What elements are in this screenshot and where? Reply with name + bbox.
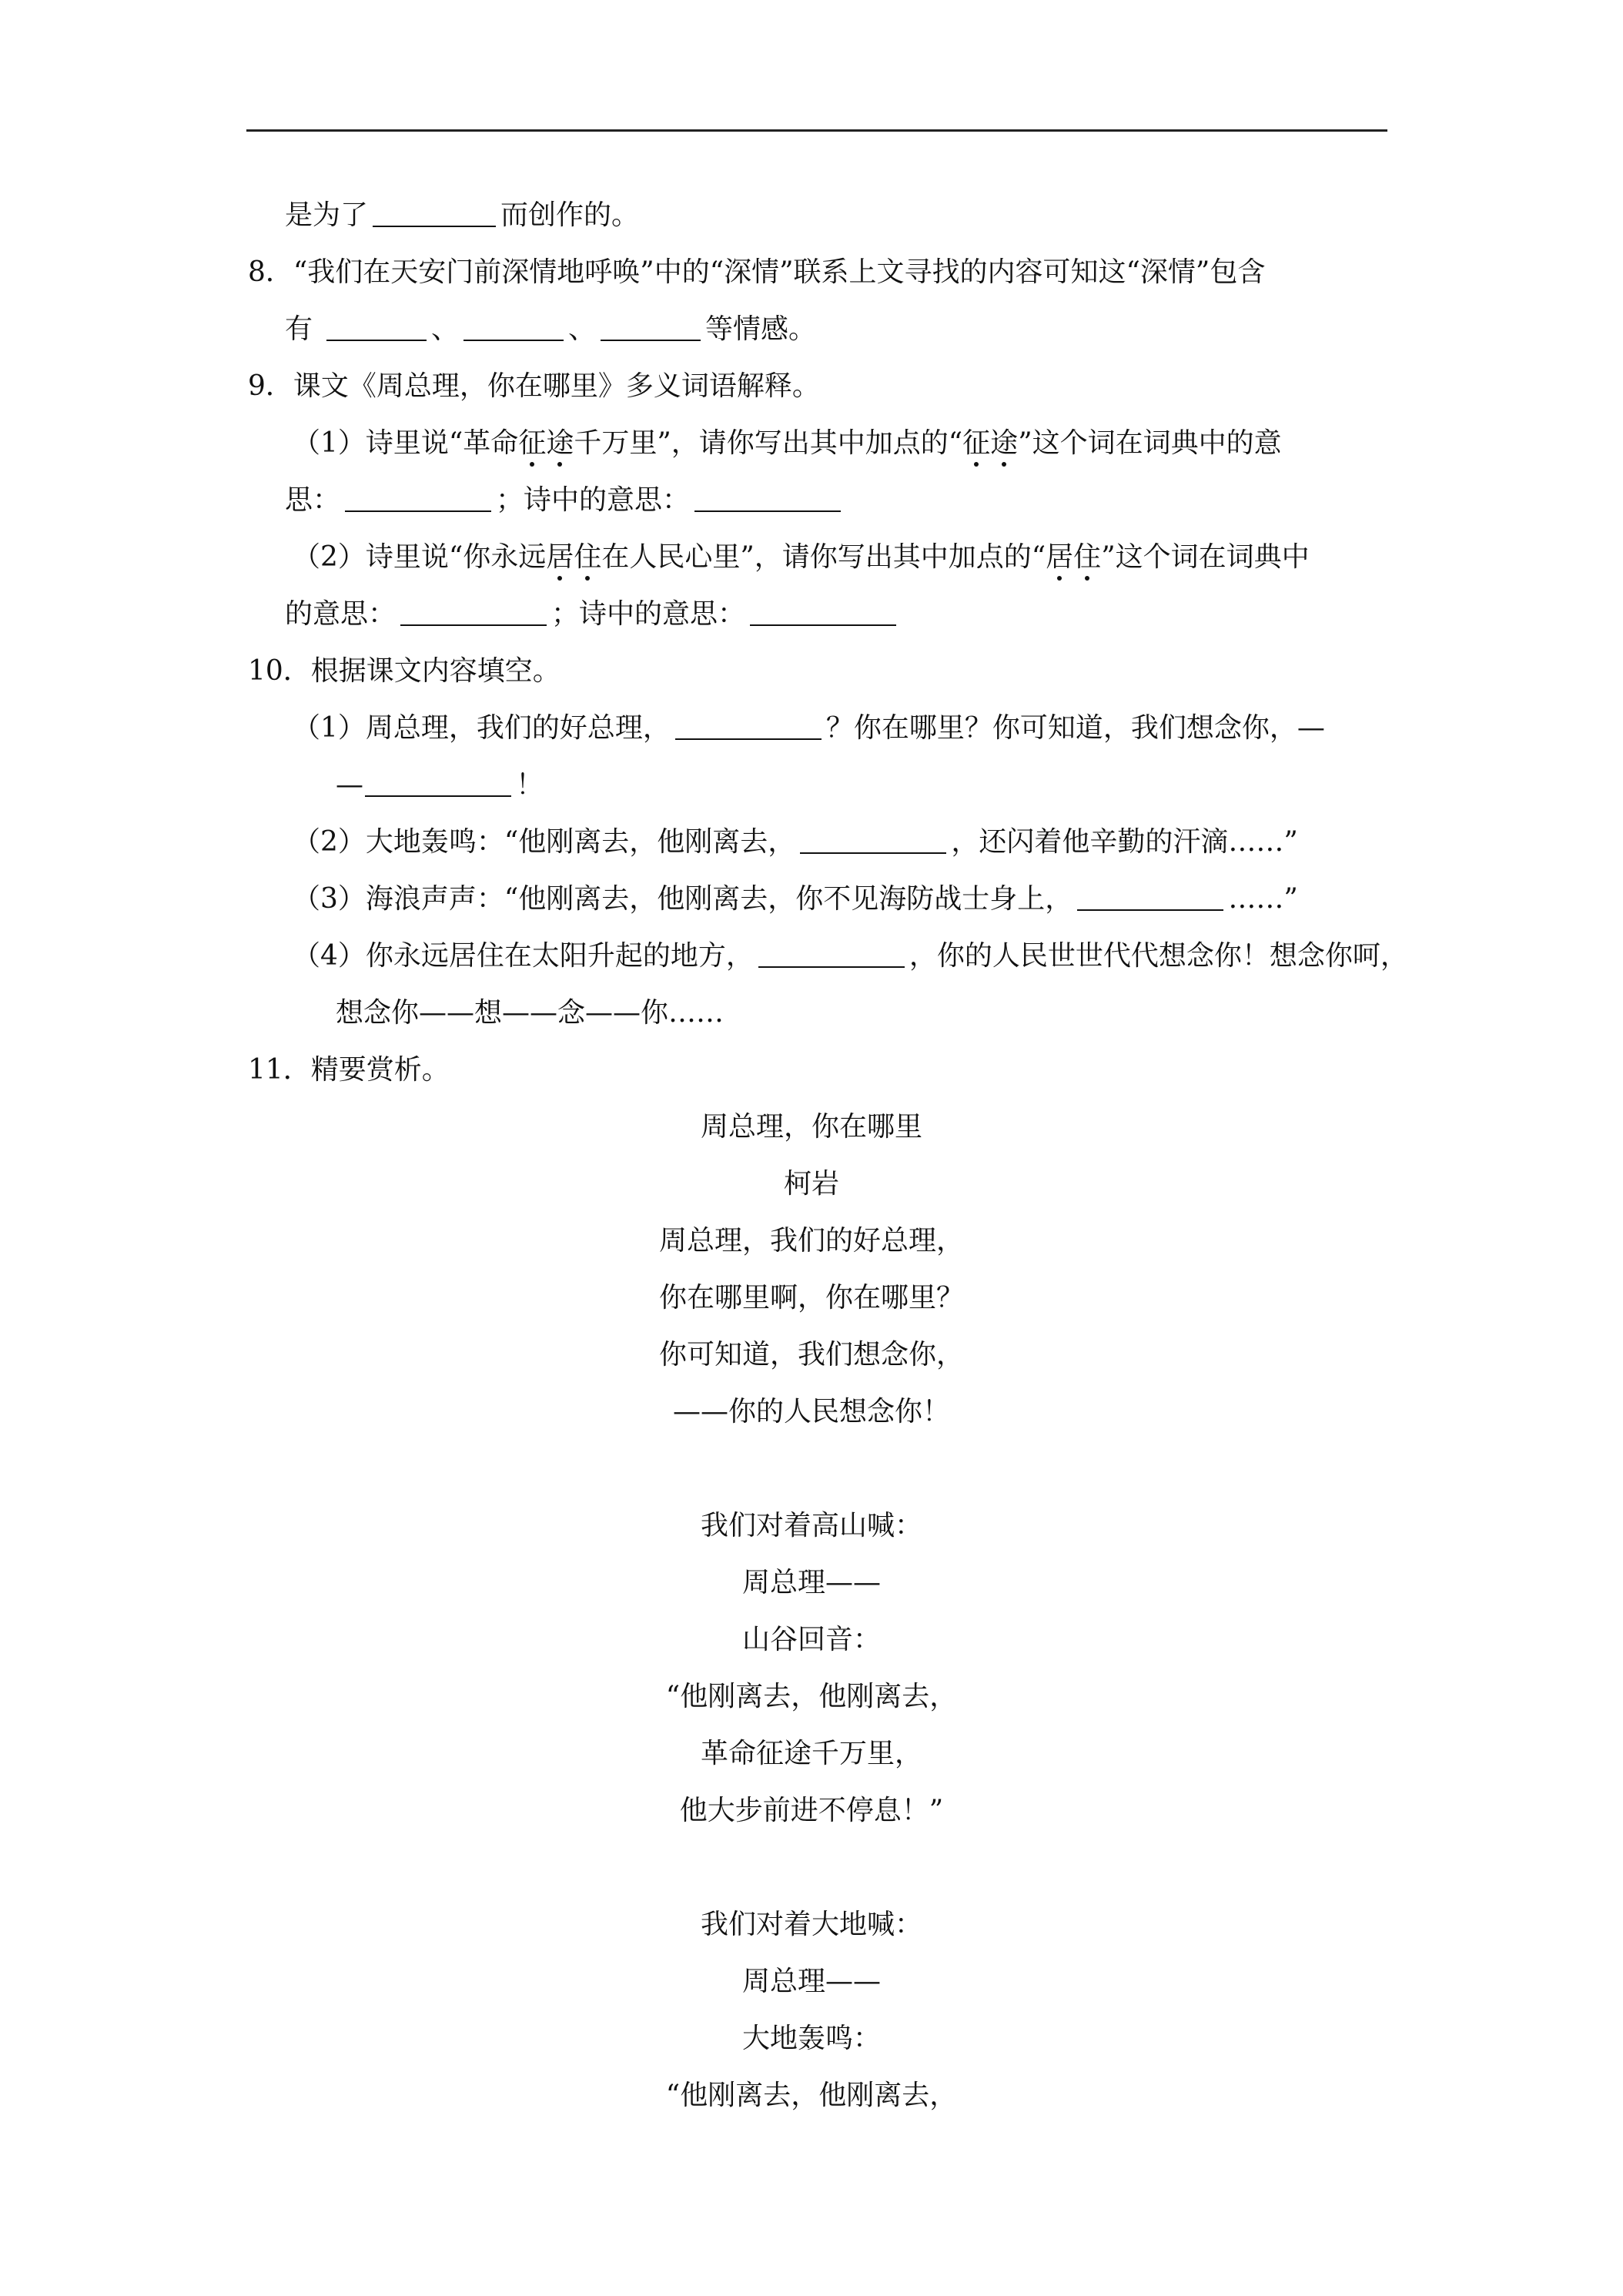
q10-s4-text: ，你的人民世世代代想念你！想念你呵， bbox=[909, 940, 1408, 972]
q9-p2-text: ；诗中的意思： bbox=[551, 598, 746, 630]
q8-sep: 、 bbox=[568, 313, 597, 345]
q8-text-end: 等情感。 bbox=[705, 313, 817, 345]
poem-line: 大地轰鸣： bbox=[741, 2023, 881, 2054]
q9-part2-line2 bbox=[285, 596, 901, 633]
poem-line: 我们对着大地喊： bbox=[700, 1909, 922, 1940]
q8-blank-3[interactable] bbox=[601, 312, 701, 341]
dotted-char: 途 bbox=[990, 425, 1018, 462]
poem-line: 周总理—— bbox=[741, 1567, 881, 1598]
q11-title: 11．精要赏析。 bbox=[248, 1054, 450, 1086]
poem-line: 你可知道，我们想念你， bbox=[658, 1339, 964, 1371]
q9-p2-text: 在人民心里”，请你写出其中加点的“ bbox=[601, 541, 1046, 573]
q10-s1-text: ？你在哪里？你可知道，我们想念你，— bbox=[825, 712, 1325, 744]
q9-p1-text: 千万里”，请你写出其中加点的“ bbox=[574, 427, 963, 459]
dotted-char: 住 bbox=[574, 539, 601, 576]
q7-text: 是为了 bbox=[285, 199, 369, 231]
q10-s1-text: — bbox=[336, 769, 363, 801]
q9-p2-dictionary-blank[interactable] bbox=[400, 597, 547, 626]
q10-s4-line1 bbox=[293, 938, 1408, 975]
poem-author: 柯岩 bbox=[783, 1168, 839, 1200]
poem-line: “他刚离去，他刚离去， bbox=[665, 1681, 958, 1712]
q10-s1-text: （1）周总理，我们的好总理， bbox=[293, 712, 671, 744]
q8-sep: 、 bbox=[431, 313, 460, 345]
dotted-char: 居 bbox=[546, 539, 574, 576]
q8-line2 bbox=[285, 311, 816, 348]
q10-s1-blank-2[interactable] bbox=[365, 768, 511, 797]
dotted-char: 征 bbox=[518, 425, 546, 462]
poem-line: 我们对着高山喊： bbox=[700, 1510, 922, 1541]
q10-s4-blank[interactable] bbox=[758, 939, 905, 968]
poem-title: 周总理，你在哪里 bbox=[700, 1111, 922, 1143]
q9-part1-line2 bbox=[285, 482, 845, 519]
dotted-char: 征 bbox=[962, 425, 990, 462]
q10-s2-text: （2）大地轰鸣：“他刚离去，他刚离去， bbox=[293, 826, 796, 858]
q10-s3-text: ……” bbox=[1228, 883, 1298, 915]
q9-p1-text: 思： bbox=[285, 484, 341, 516]
q9-p1-text: （1）诗里说“革命 bbox=[293, 427, 519, 459]
q9-p1-text: ”这个词在词典中的意 bbox=[1018, 427, 1282, 459]
q8-text: 有 bbox=[285, 313, 313, 345]
poem-line: 革命征途千万里， bbox=[700, 1738, 922, 1769]
q8-blank-2[interactable] bbox=[463, 312, 564, 341]
poem-line: 周总理—— bbox=[741, 1966, 881, 1997]
poem-line: 周总理，我们的好总理， bbox=[658, 1225, 964, 1257]
q10-s1-line2 bbox=[336, 767, 544, 804]
q10-title: 10．根据课文内容填空。 bbox=[248, 655, 561, 687]
q9-p2-poem-meaning-blank[interactable] bbox=[750, 597, 896, 626]
q10-s1-text: ！ bbox=[516, 769, 544, 801]
poem-line: ——你的人民想念你！ bbox=[672, 1396, 950, 1427]
poem-line: 你在哪里啊，你在哪里？ bbox=[658, 1282, 964, 1314]
q9-p2-text: ”这个词在词典中 bbox=[1101, 541, 1310, 573]
dotted-char: 途 bbox=[546, 425, 574, 462]
q9-p2-text: 的意思： bbox=[285, 598, 397, 630]
dotted-char: 住 bbox=[1073, 539, 1101, 576]
q8-question: 8．“我们在天安门前深情地呼唤”中的“深情”联系上文寻找的内容可知这“深情”包含 bbox=[248, 256, 1266, 288]
q8-blank-1[interactable] bbox=[326, 312, 427, 341]
q10-s2 bbox=[293, 824, 1298, 861]
q10-s3 bbox=[293, 881, 1298, 918]
q9-p1-dictionary-blank[interactable] bbox=[345, 483, 491, 512]
q9-part2-line1 bbox=[293, 539, 1310, 576]
q10-s2-blank[interactable] bbox=[800, 825, 946, 854]
q10-s3-blank[interactable] bbox=[1077, 882, 1223, 911]
poem-line: “他刚离去，他刚离去， bbox=[665, 2080, 958, 2111]
q10-s3-text: （3）海浪声声：“他刚离去，他刚离去，你不见海防战士身上， bbox=[293, 883, 1073, 915]
q7-answer-blank[interactable] bbox=[373, 198, 496, 227]
q9-p1-text: ；诗中的意思： bbox=[496, 484, 691, 516]
q10-s4-line2: 想念你——想——念——你…… bbox=[336, 997, 724, 1029]
poem-line: 山谷回音： bbox=[741, 1624, 881, 1655]
dotted-char: 居 bbox=[1046, 539, 1073, 576]
q9-part1-line1 bbox=[293, 425, 1282, 462]
q7-tail-line bbox=[285, 197, 639, 234]
q10-s4-text: （4）你永远居住在太阳升起的地方， bbox=[293, 940, 754, 972]
q7-text-end: 而创作的。 bbox=[500, 199, 640, 231]
q9-p2-text: （2）诗里说“你永远 bbox=[293, 541, 547, 573]
q10-s1-blank-1[interactable] bbox=[675, 711, 822, 740]
q10-s2-text: ，还闪着他辛勤的汗滴……” bbox=[951, 826, 1298, 858]
q10-s1-line1 bbox=[293, 710, 1325, 747]
q9-p1-poem-meaning-blank[interactable] bbox=[694, 483, 841, 512]
header-rule bbox=[246, 129, 1387, 132]
poem-line: 他大步前进不停息！” bbox=[679, 1795, 944, 1826]
q9-title: 9．课文《周总理，你在哪里》多义词语解释。 bbox=[248, 370, 820, 402]
